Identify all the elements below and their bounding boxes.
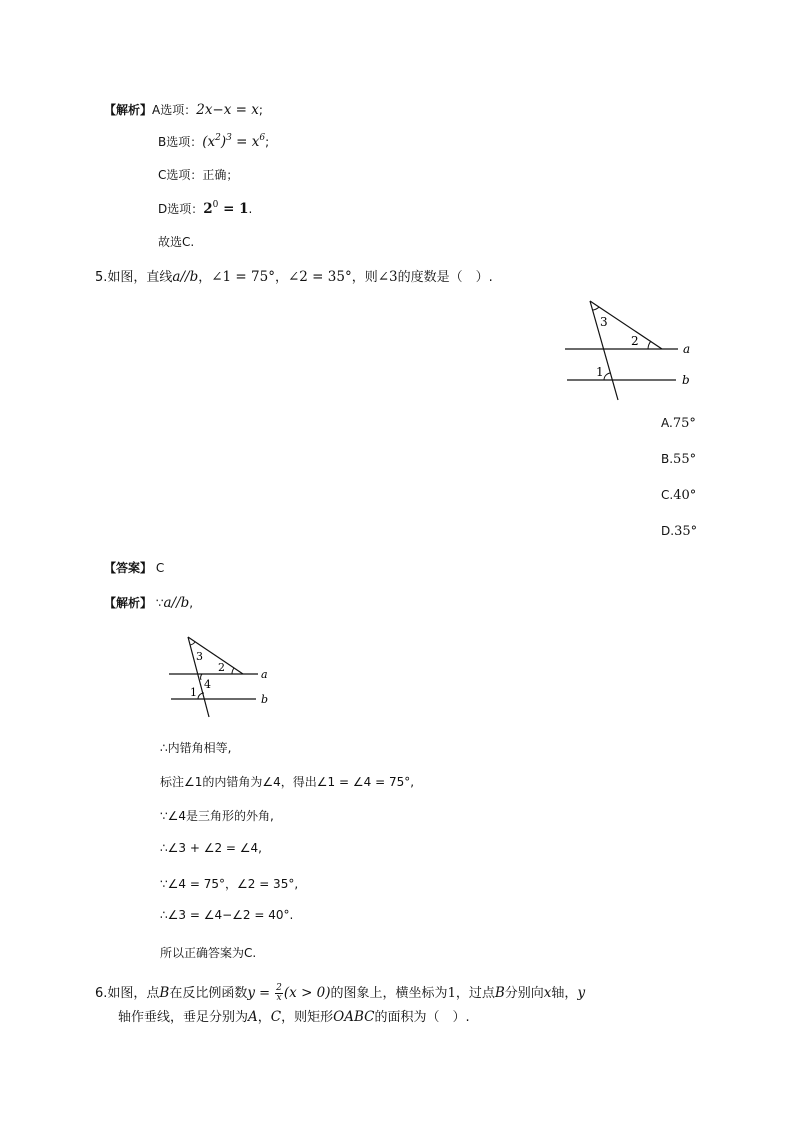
analysis-label-q5: 【解析】 ∵a//b, bbox=[104, 595, 194, 611]
q4-b-math: $(x^2)^3 = x^6$ bbox=[202, 133, 266, 150]
label-b: b bbox=[682, 373, 690, 387]
label-a: a bbox=[683, 342, 691, 356]
angle3-arc bbox=[190, 642, 195, 645]
q4-option-c: C选项：正确； bbox=[158, 168, 239, 182]
analysis-label-q4: 【解析】A选项：2x−x = x; bbox=[104, 102, 263, 118]
label-3: 3 bbox=[600, 315, 608, 329]
q4-option-d: D选项：$2^0 = 1$. bbox=[158, 200, 253, 217]
solution-step-6: ∴∠3 = ∠4−∠2 = 40°. bbox=[160, 908, 294, 922]
label-1: 1 bbox=[596, 365, 604, 379]
q4-option-b: B选项：$(x^2)^3 = x^6$; bbox=[158, 133, 270, 150]
label-4: 4 bbox=[204, 678, 211, 691]
answer-line-q5: 【答案】 C bbox=[104, 561, 165, 575]
option-c[interactable]: C.40° bbox=[661, 488, 697, 503]
angle4-arc bbox=[201, 674, 202, 680]
angle2-arc bbox=[232, 668, 234, 674]
angle1-arc bbox=[604, 373, 611, 380]
q4-conclusion: 故选C. bbox=[158, 235, 195, 249]
q6-stem-line2: 轴作垂线，垂足分别为A，C，则矩形OABC的面积为（ ）. bbox=[118, 1009, 470, 1025]
solution-step-5: ∵∠4 = 75°，∠2 = 35°, bbox=[160, 877, 299, 891]
angle2-arc bbox=[648, 341, 651, 349]
angle3-arc bbox=[593, 307, 599, 310]
q6-stem-line1: 6.如图，点B在反比例函数y = $\frac{2}{x}$ (x > 0)的图象上，横坐标为1，过点B分别向x轴，y bbox=[95, 983, 586, 1003]
label-3: 3 bbox=[196, 650, 203, 663]
label-2: 2 bbox=[631, 334, 639, 348]
label-2: 2 bbox=[218, 661, 225, 674]
fraction-2-over-x: $\frac{2}{x}$ bbox=[276, 983, 282, 1003]
q5-solution-figure bbox=[166, 633, 276, 719]
option-a[interactable]: A.75° bbox=[661, 416, 696, 431]
q4-a-prefix: A选项： bbox=[152, 103, 197, 117]
solution-step-4: ∴∠3 + ∠2 = ∠4, bbox=[160, 841, 262, 855]
label-1: 1 bbox=[190, 686, 197, 699]
q4-a-math: 2x−x = x bbox=[196, 102, 259, 118]
solution-step-3: ∵∠4是三角形的外角, bbox=[160, 809, 274, 823]
q5-figure-parallel-lines bbox=[562, 296, 697, 402]
option-b[interactable]: B.55° bbox=[661, 452, 697, 467]
solution-step-2: 标注∠1的内错角为∠4，得出∠1 = ∠4 = 75°, bbox=[160, 775, 415, 789]
solution-conclusion: 所以正确答案为C. bbox=[160, 946, 257, 960]
option-d[interactable]: D.35° bbox=[661, 524, 698, 539]
q5-stem: 5.如图，直线a//b，∠1 = 75°，∠2 = 35°，则∠3的度数是（ ）. bbox=[95, 269, 493, 285]
label-a: a bbox=[261, 668, 268, 681]
answer-value: C bbox=[155, 561, 165, 575]
label-b: b bbox=[261, 693, 269, 706]
solution-step-1: ∴内错角相等, bbox=[160, 741, 232, 755]
